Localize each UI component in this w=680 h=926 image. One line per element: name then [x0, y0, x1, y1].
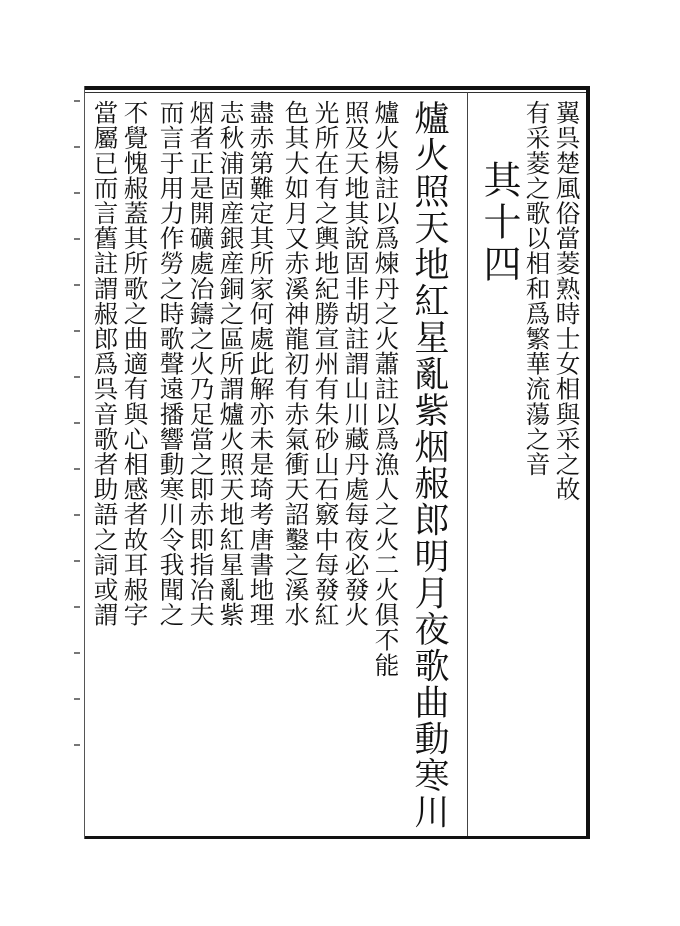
poem-main-column: 爐火照天地紅星亂紫烟赧郎明月夜歌曲動寒川 — [409, 100, 449, 830]
commentary-column-8: 而言于用力作勞之時歌聲遠播響動寒川令我聞之 — [156, 100, 186, 628]
commentary-column-5: 盡赤第難定其所家何處此解亦未是琦考唐書地理 — [246, 100, 276, 628]
frame-right-border — [586, 86, 590, 839]
commentary-column-10: 當屬已而言舊註謂赧郎爲呉音歌者助語之詞或謂 — [90, 100, 120, 628]
commentary-column-7: 烟者正是開礦處冶鑄之火乃足當之即赤即指冶夫 — [186, 100, 216, 628]
binding-margin-marks — [74, 100, 82, 820]
commentary-column-6: 志秋浦固産銀産銅之區所謂爐火照天地紅星亂紫 — [216, 100, 246, 628]
commentary-column-1: 爐火楊註以爲煉丹之火蕭註以爲漁人之火二火俱不能 — [371, 100, 401, 678]
frame-bottom-border — [84, 836, 590, 839]
annotation-column-1: 翼呉楚風俗當菱熟時士女相與采之故 — [552, 100, 582, 502]
title-column-divider — [467, 92, 468, 836]
commentary-column-2: 照及天地其說固非胡註謂山川藏丹處每夜必發火 — [341, 100, 371, 628]
commentary-column-4: 色其大如月又赤溪神龍初有赤氣衝天詔鑿之溪水 — [281, 100, 311, 628]
commentary-column-9: 不覺愧赧蓋其所歌之曲適有與心相感者故耳赧字 — [120, 100, 150, 628]
frame-left-border — [84, 86, 85, 839]
commentary-column-3: 光所在有之輿地紀勝宣州有朱砂山石竅中每發紅 — [311, 100, 341, 628]
frame-top-border — [84, 86, 590, 90]
frame-top-inner-border — [84, 92, 590, 93]
section-title: 其十四 — [477, 160, 521, 286]
annotation-column-2: 有采菱之歌以相和爲繁華流蕩之音 — [522, 100, 552, 477]
